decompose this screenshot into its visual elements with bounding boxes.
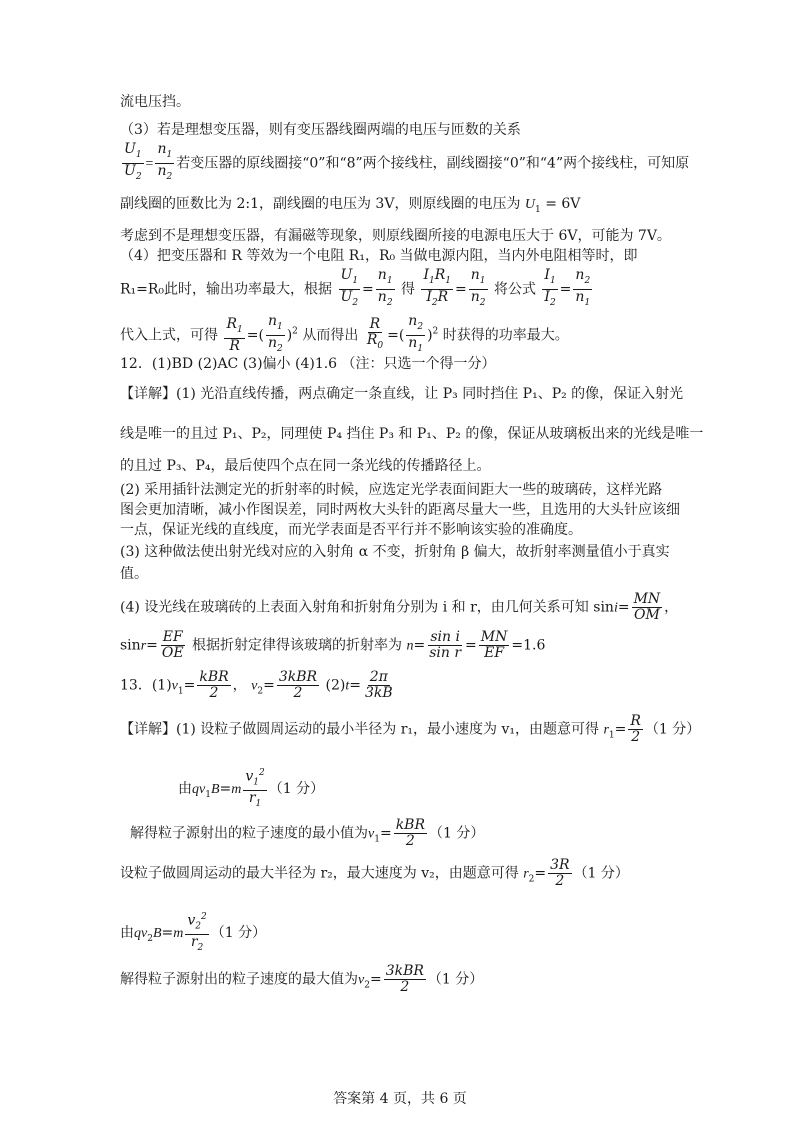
text-line: 【详解】(1) 光沿直线传播，两点确定一条直线，让 P₃ 同时挡住 P₁、P₂ 的像，保证入射光 [120, 386, 684, 402]
text-line: sinr= $\frac{EF}{OE}$ 根据折射定律得该玻璃的折射率为 n= $\frac{\text{sin i}}{\text{sin r}}$ = $\frac{MN}{EF}$ =1.6 [120, 629, 546, 661]
text-line: 副线圈的匝数比为 2:1，副线圈的电压为 3V，则原线圈的电压为 $U_1 = 6V$ [120, 196, 581, 215]
text-line: (3) 这种做法使出射光线对应的入射角 α 不变，折射角 β 偏大，故折射率测量值小于真实 [120, 544, 670, 560]
text-line: 考虑到不是理想变压器，有漏磁等现象，则原线圈所接的电源电压大于 6V，可能为 7V。 [120, 228, 671, 244]
text-line: R₁=R₀此时，输出功率最大，根据 $\frac{U_1}{U_2}$ = $\frac{n_1}{n_2}$ 得 $\frac{I_1R_1}{I_2R}$ = $\frac{n_1}{n_2}$ 将公式 $\frac{I_1}{I_2}$ = $\frac{n_2}{n_1}$ [120, 267, 591, 308]
text-line: 值。 [120, 566, 148, 582]
page-footer: 答案第 4 页，共 6 页 [333, 1091, 467, 1107]
formula: $\frac{U_1}{U_2}$ [124, 141, 142, 182]
text-line: (4) 设光线在玻璃砖的上表面入射角和折射角分别为 i 和 r，由几何关系可知 sini= $\frac{MN}{OM}$ ， [120, 591, 679, 623]
answer-12: 12．(1)BD (2)AC (3)偏小 (4)1.6 （注：只选一个得一分） [120, 356, 496, 372]
text-line: 一点，保证光线的直线度，而光学表面是否平行并不影响该实验的准确度。 [120, 522, 582, 538]
text-line: 由$qv_1B=m$ $\frac{v_1^2}{r_1}$ （1 分） [178, 768, 325, 810]
text-line: $\frac{U_1}{U_2}$ = $\frac{n_1}{n_2}$ 若变压器的原线圈接“0”和“8”两个接线柱，副线圈接“0”和“4”两个接线柱，可知原 [120, 142, 689, 185]
text-line: 【详解】(1) 设粒子做圆周运动的最小半径为 r₁，最小速度为 v₁，由题意可得 $r_1=$ $\frac{R}{2}$ （1 分） [120, 713, 701, 745]
text-line: 由$qv_2B=m$ $\frac{v_2^2}{r_2}$ （1 分） [120, 912, 267, 954]
text-line: 流电压挡。 [120, 94, 190, 110]
text-line: 代入上式，可得 $\frac{R_1}{R}$ =( $\frac{n_1}{n_2}$ )$^2$ 从而得出 $\frac{R}{R_0}$ =( $\frac{n_2}{n_1}$ )$^2$ 时获得的功率最大。 [120, 313, 569, 354]
formula: $\frac{n_1}{n_2}$ [157, 141, 173, 182]
text-line: 的且过 P₃、P₄，最后使四个点在同一条光线的传播路径上。 [120, 458, 491, 474]
text-line: 线是唯一的且过 P₁、P₂，同理使 P₄ 挡住 P₃ 和 P₁、P₂ 的像，保证从玻璃板出来的光线是唯一 [120, 426, 704, 442]
text-line: 图会更加清晰，减小作图误差，同时两枚大头针的距离尽量大一些，且选用的大头针应该细 [120, 502, 680, 518]
text-line: (2) 采用插针法测定光的折射率的时候，应选定光学表面间距大一些的玻璃砖，这样光路 [120, 482, 663, 498]
text-line: 解得粒子源射出的粒子速度的最小值为$v_1=$ $\frac{\text{kBR}}{2}$ （1 分） [130, 817, 485, 849]
text-line: （4）把变压器和 R 等效为一个电阻 R₁，R₀ 当做电源内阻，当内外电阻相等时，即 [120, 248, 638, 264]
answer-13: 13．$(1)v_1=$ $\frac{\text{kBR}}{2}$ ， $v_2=$ $\frac{\text{3kBR}}{2}$ (2)t= $\frac{2\pi}{3kB}$ [120, 669, 393, 701]
text-line: 设粒子做圆周运动的最大半径为 r₂，最大速度为 v₂，由题意可得 $r_2=$ $\frac{3R}{2}$ （1 分） [120, 857, 629, 889]
text-line: （3）若是理想变压器，则有变压器线圈两端的电压与匝数的关系 [120, 122, 521, 138]
text-line: 解得粒子源射出的粒子速度的最大值为$v_2=$ $\frac{\text{3kBR}}{2}$ （1 分） [120, 963, 484, 995]
